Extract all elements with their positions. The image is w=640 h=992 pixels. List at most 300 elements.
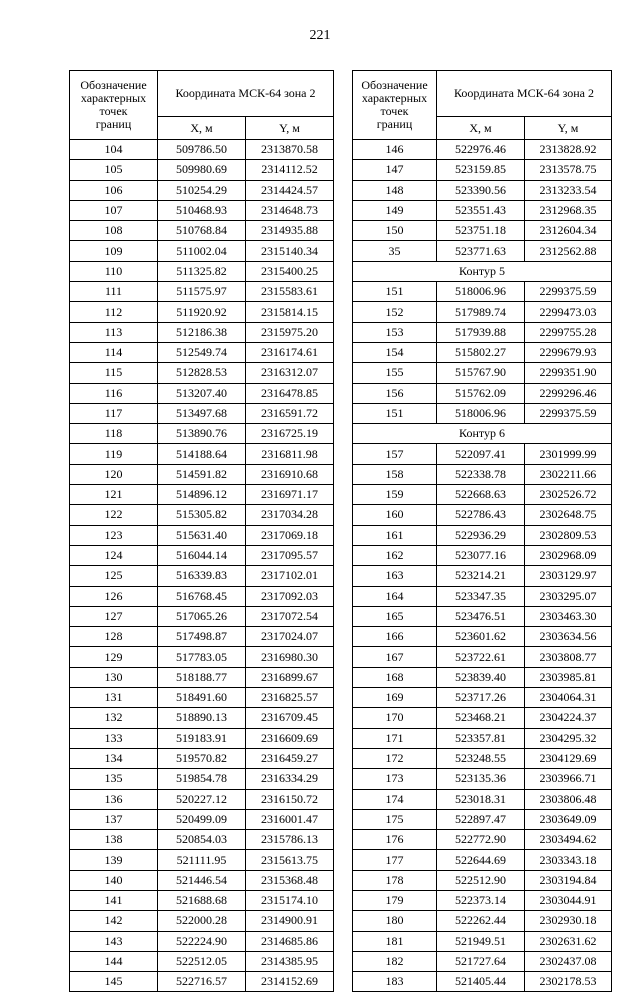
- y-coord-cell: 2313828.92: [525, 140, 612, 160]
- table-row: [70, 688, 334, 708]
- x-coord-cell: 523077.16: [437, 545, 525, 565]
- x-coord-cell: 510768.84: [158, 221, 246, 241]
- y-coord-cell: 2316899.67: [246, 667, 334, 687]
- x-coord-cell: 523751.18: [437, 221, 525, 241]
- point-id-cell: 158: [353, 464, 437, 484]
- table-row: [70, 809, 334, 829]
- table-row: [70, 261, 334, 281]
- x-coord-cell: 522897.47: [437, 809, 525, 829]
- y-coord-cell: 2316478.85: [246, 383, 334, 403]
- y-coord-cell: 2316910.68: [246, 464, 334, 484]
- x-coord-cell: 522772.90: [437, 830, 525, 850]
- point-id-cell: 135: [70, 769, 158, 789]
- table-row: [70, 464, 334, 484]
- point-id-cell: 148: [353, 180, 437, 200]
- x-coord-cell: 522512.90: [437, 870, 525, 890]
- point-id-cell: 104: [70, 140, 158, 160]
- x-coord-cell: 522716.57: [158, 972, 246, 992]
- table-row: [353, 890, 612, 910]
- y-coord-cell: 2317095.57: [246, 545, 334, 565]
- table-row: [70, 403, 334, 423]
- point-id-cell: 116: [70, 383, 158, 403]
- point-id-cell: 153: [353, 322, 437, 342]
- point-id-cell: 114: [70, 342, 158, 362]
- y-coord-cell: 2299351.90: [525, 363, 612, 383]
- point-id-cell: 173: [353, 769, 437, 789]
- point-id-cell: 119: [70, 444, 158, 464]
- table-row: [70, 525, 334, 545]
- x-coord-cell: 515305.82: [158, 505, 246, 525]
- table-row: [353, 525, 612, 545]
- y-coord-cell: 2299679.93: [525, 342, 612, 362]
- table-row: [70, 383, 334, 403]
- x-coord-cell: 522262.44: [437, 911, 525, 931]
- table-row: [70, 545, 334, 565]
- table-row: [353, 342, 612, 362]
- table-row: [70, 667, 334, 687]
- x-coord-cell: 512186.38: [158, 322, 246, 342]
- point-id-cell: 183: [353, 972, 437, 992]
- point-id-cell: 171: [353, 728, 437, 748]
- table-row: [70, 200, 334, 220]
- contour-label: Контур 6: [353, 424, 612, 444]
- table-row: [353, 830, 612, 850]
- y-coord-cell: 2302631.62: [525, 931, 612, 951]
- x-coord-cell: 519183.91: [158, 728, 246, 748]
- table-row: [70, 485, 334, 505]
- y-coord-cell: 2316609.69: [246, 728, 334, 748]
- x-coord-cell: 521949.51: [437, 931, 525, 951]
- x-coord-cell: 518006.96: [437, 282, 525, 302]
- x-coord-cell: 521111.95: [158, 850, 246, 870]
- x-column-header: X, м: [158, 117, 246, 140]
- table-row: [70, 850, 334, 870]
- table-row: [353, 606, 612, 626]
- x-coord-cell: 518491.60: [158, 688, 246, 708]
- y-coord-cell: 2315613.75: [246, 850, 334, 870]
- point-id-cell: 111: [70, 282, 158, 302]
- x-coord-cell: 509786.50: [158, 140, 246, 160]
- page-number: 221: [309, 28, 331, 43]
- table-row: [353, 444, 612, 464]
- y-coord-cell: 2313233.54: [525, 180, 612, 200]
- y-coord-cell: 2315400.25: [246, 261, 334, 281]
- table-row: [353, 322, 612, 342]
- x-coord-cell: 523771.63: [437, 241, 525, 261]
- y-coord-cell: 2299755.28: [525, 322, 612, 342]
- x-coord-cell: 520854.03: [158, 830, 246, 850]
- point-id-cell: 175: [353, 809, 437, 829]
- y-coord-cell: 2301999.99: [525, 444, 612, 464]
- y-coord-cell: 2315786.13: [246, 830, 334, 850]
- table-row: [70, 769, 334, 789]
- x-coord-cell: 510254.29: [158, 180, 246, 200]
- y-coord-cell: 2303295.07: [525, 586, 612, 606]
- x-coord-cell: 522373.14: [437, 890, 525, 910]
- y-coord-cell: 2315583.61: [246, 282, 334, 302]
- table-row: [70, 180, 334, 200]
- y-coord-cell: 2314152.69: [246, 972, 334, 992]
- table-row: [70, 748, 334, 768]
- table-row: [70, 789, 334, 809]
- point-id-cell: 167: [353, 647, 437, 667]
- x-coord-cell: 523839.40: [437, 667, 525, 687]
- point-id-cell: 162: [353, 545, 437, 565]
- table-row: [353, 667, 612, 687]
- y-coord-cell: 2315368.48: [246, 870, 334, 890]
- table-row: [70, 424, 334, 444]
- y-coord-cell: 2313870.58: [246, 140, 334, 160]
- x-coord-cell: 517939.88: [437, 322, 525, 342]
- table-row: [353, 809, 612, 829]
- point-id-cell: 155: [353, 363, 437, 383]
- y-coord-cell: 2317069.18: [246, 525, 334, 545]
- table-row: [353, 769, 612, 789]
- point-id-cell: 128: [70, 627, 158, 647]
- points-column-header: [70, 71, 158, 140]
- x-coord-cell: 522976.46: [437, 140, 525, 160]
- x-coord-cell: 516339.83: [158, 566, 246, 586]
- points-column-header: [353, 71, 437, 140]
- y-coord-cell: 2303649.09: [525, 809, 612, 829]
- y-coord-cell: 2314648.73: [246, 200, 334, 220]
- point-id-cell: 137: [70, 809, 158, 829]
- point-id-cell: 113: [70, 322, 158, 342]
- y-coord-cell: 2315814.15: [246, 302, 334, 322]
- table-row: [70, 140, 334, 160]
- point-id-cell: 170: [353, 708, 437, 728]
- table-row: [70, 606, 334, 626]
- point-id-cell: 139: [70, 850, 158, 870]
- point-id-cell: 176: [353, 830, 437, 850]
- point-id-cell: 156: [353, 383, 437, 403]
- table-row: [353, 911, 612, 931]
- header-label-line: границ: [376, 117, 413, 131]
- table-row: [353, 647, 612, 667]
- x-coord-cell: 517498.87: [158, 627, 246, 647]
- x-coord-cell: 517065.26: [158, 606, 246, 626]
- table-row: [353, 505, 612, 525]
- x-coord-cell: 523214.21: [437, 566, 525, 586]
- y-coord-cell: 2316825.57: [246, 688, 334, 708]
- table-row: [70, 444, 334, 464]
- y-coord-cell: 2316591.72: [246, 403, 334, 423]
- x-coord-cell: 518890.13: [158, 708, 246, 728]
- contour-label: Контур 5: [353, 261, 612, 281]
- point-id-cell: 154: [353, 342, 437, 362]
- table-row: [353, 160, 612, 180]
- y-coord-cell: 2299375.59: [525, 403, 612, 423]
- x-coord-cell: 510468.93: [158, 200, 246, 220]
- table-row: [353, 241, 612, 261]
- table-row: [70, 911, 334, 931]
- point-id-cell: 178: [353, 870, 437, 890]
- y-column-header: Y, м: [246, 117, 334, 140]
- table-row: [70, 241, 334, 261]
- table-row: [353, 545, 612, 565]
- table-row: [353, 140, 612, 160]
- x-coord-cell: 522224.90: [158, 931, 246, 951]
- contour-row: [353, 261, 612, 281]
- x-column-header: X, м: [437, 117, 525, 140]
- point-id-cell: 163: [353, 566, 437, 586]
- x-coord-cell: 522786.43: [437, 505, 525, 525]
- y-coord-cell: 2303494.62: [525, 830, 612, 850]
- x-coord-cell: 518006.96: [437, 403, 525, 423]
- x-coord-cell: 521727.64: [437, 951, 525, 971]
- point-id-cell: 146: [353, 140, 437, 160]
- point-id-cell: 147: [353, 160, 437, 180]
- point-id-cell: 145: [70, 972, 158, 992]
- point-id-cell: 130: [70, 667, 158, 687]
- table-row: [353, 282, 612, 302]
- header-label-line: характерных: [361, 91, 428, 105]
- point-id-cell: 115: [70, 363, 158, 383]
- table-row: [70, 708, 334, 728]
- table-row: [353, 748, 612, 768]
- point-id-cell: 144: [70, 951, 158, 971]
- y-coord-cell: 2304295.32: [525, 728, 612, 748]
- point-id-cell: 180: [353, 911, 437, 931]
- x-coord-cell: 514188.64: [158, 444, 246, 464]
- point-id-cell: 164: [353, 586, 437, 606]
- table-row: [353, 200, 612, 220]
- x-coord-cell: 523476.51: [437, 606, 525, 626]
- point-id-cell: 160: [353, 505, 437, 525]
- x-coord-cell: 513207.40: [158, 383, 246, 403]
- y-coord-cell: 2304224.37: [525, 708, 612, 728]
- table-row: [70, 160, 334, 180]
- x-coord-cell: 523468.21: [437, 708, 525, 728]
- x-coord-cell: 511575.97: [158, 282, 246, 302]
- y-coord-cell: 2313578.75: [525, 160, 612, 180]
- point-id-cell: 177: [353, 850, 437, 870]
- y-coord-cell: 2303129.97: [525, 566, 612, 586]
- y-coord-cell: 2314385.95: [246, 951, 334, 971]
- y-coord-cell: 2299375.59: [525, 282, 612, 302]
- header-label-line: точек: [380, 104, 409, 118]
- table-row: [70, 931, 334, 951]
- point-id-cell: 133: [70, 728, 158, 748]
- y-coord-cell: 2303966.71: [525, 769, 612, 789]
- y-coord-cell: 2316709.45: [246, 708, 334, 728]
- y-coord-cell: 2302968.09: [525, 545, 612, 565]
- x-coord-cell: 516044.14: [158, 545, 246, 565]
- point-id-cell: 118: [70, 424, 158, 444]
- x-coord-cell: 511920.92: [158, 302, 246, 322]
- y-coord-cell: 2317092.03: [246, 586, 334, 606]
- point-id-cell: 161: [353, 525, 437, 545]
- point-id-cell: 165: [353, 606, 437, 626]
- point-id-cell: 110: [70, 261, 158, 281]
- y-coord-cell: 2302648.75: [525, 505, 612, 525]
- point-id-cell: 131: [70, 688, 158, 708]
- table-row: [70, 647, 334, 667]
- y-coord-cell: 2317102.01: [246, 566, 334, 586]
- y-coord-cell: 2304129.69: [525, 748, 612, 768]
- y-coord-cell: 2303985.81: [525, 667, 612, 687]
- y-coord-cell: 2316459.27: [246, 748, 334, 768]
- x-coord-cell: 517989.74: [437, 302, 525, 322]
- y-coord-cell: 2303806.48: [525, 789, 612, 809]
- y-coord-cell: 2315975.20: [246, 322, 334, 342]
- y-coord-cell: 2312562.88: [525, 241, 612, 261]
- x-coord-cell: 523551.43: [437, 200, 525, 220]
- point-id-cell: 140: [70, 870, 158, 890]
- table-row: [353, 586, 612, 606]
- x-coord-cell: 523601.62: [437, 627, 525, 647]
- table-body-right: [353, 140, 612, 992]
- point-id-cell: 142: [70, 911, 158, 931]
- x-coord-cell: 521446.54: [158, 870, 246, 890]
- table-row: [70, 322, 334, 342]
- table-row: [70, 221, 334, 241]
- point-id-cell: 106: [70, 180, 158, 200]
- table-row: [353, 870, 612, 890]
- x-coord-cell: 522936.29: [437, 525, 525, 545]
- point-id-cell: 129: [70, 647, 158, 667]
- table-row: [70, 627, 334, 647]
- x-coord-cell: 522512.05: [158, 951, 246, 971]
- point-id-cell: 151: [353, 282, 437, 302]
- header-label-line: Обозначение: [80, 78, 147, 92]
- point-id-cell: 138: [70, 830, 158, 850]
- point-id-cell: 136: [70, 789, 158, 809]
- y-coord-cell: 2302526.72: [525, 485, 612, 505]
- x-coord-cell: 514896.12: [158, 485, 246, 505]
- x-coord-cell: 523357.81: [437, 728, 525, 748]
- y-coord-cell: 2314685.86: [246, 931, 334, 951]
- point-id-cell: 112: [70, 302, 158, 322]
- x-coord-cell: 515762.09: [437, 383, 525, 403]
- table-row: [353, 728, 612, 748]
- y-coord-cell: 2317072.54: [246, 606, 334, 626]
- table-row: [353, 850, 612, 870]
- contour-row: [353, 424, 612, 444]
- x-coord-cell: 509980.69: [158, 160, 246, 180]
- point-id-cell: 179: [353, 890, 437, 910]
- y-coord-cell: 2303343.18: [525, 850, 612, 870]
- table-row: [353, 485, 612, 505]
- x-coord-cell: 519854.78: [158, 769, 246, 789]
- y-coord-cell: 2316312.07: [246, 363, 334, 383]
- header-label-line: Обозначение: [361, 78, 428, 92]
- y-coord-cell: 2316725.19: [246, 424, 334, 444]
- table-row: [353, 221, 612, 241]
- x-coord-cell: 512828.53: [158, 363, 246, 383]
- point-id-cell: 108: [70, 221, 158, 241]
- point-id-cell: 121: [70, 485, 158, 505]
- y-coord-cell: 2314424.57: [246, 180, 334, 200]
- table-row: [70, 890, 334, 910]
- point-id-cell: 109: [70, 241, 158, 261]
- table-row: [353, 464, 612, 484]
- x-coord-cell: 514591.82: [158, 464, 246, 484]
- x-coord-cell: 521405.44: [437, 972, 525, 992]
- point-id-cell: 172: [353, 748, 437, 768]
- table-row: [70, 972, 334, 992]
- y-coord-cell: 2302930.18: [525, 911, 612, 931]
- point-id-cell: 182: [353, 951, 437, 971]
- x-coord-cell: 517783.05: [158, 647, 246, 667]
- y-coord-cell: 2316174.61: [246, 342, 334, 362]
- y-column-header: Y, м: [525, 117, 612, 140]
- point-id-cell: 181: [353, 931, 437, 951]
- y-coord-cell: 2316980.30: [246, 647, 334, 667]
- x-coord-cell: 522668.63: [437, 485, 525, 505]
- y-coord-cell: 2303044.91: [525, 890, 612, 910]
- y-coord-cell: 2315174.10: [246, 890, 334, 910]
- x-coord-cell: 515631.40: [158, 525, 246, 545]
- table-row: [70, 728, 334, 748]
- point-id-cell: 117: [70, 403, 158, 423]
- header-label-line: характерных: [80, 91, 147, 105]
- table-row: [353, 688, 612, 708]
- x-coord-cell: 511325.82: [158, 261, 246, 281]
- x-coord-cell: 523347.35: [437, 586, 525, 606]
- point-id-cell: 123: [70, 525, 158, 545]
- table-row: [70, 302, 334, 322]
- coordinates-table-right: [352, 70, 612, 992]
- x-coord-cell: 523248.55: [437, 748, 525, 768]
- x-coord-cell: 518188.77: [158, 667, 246, 687]
- y-coord-cell: 2303634.56: [525, 627, 612, 647]
- y-coord-cell: 2312604.34: [525, 221, 612, 241]
- table-row: [70, 830, 334, 850]
- table-row: [70, 870, 334, 890]
- y-coord-cell: 2314900.91: [246, 911, 334, 931]
- table-row: [70, 282, 334, 302]
- point-id-cell: 159: [353, 485, 437, 505]
- x-coord-cell: 521688.68: [158, 890, 246, 910]
- point-id-cell: 122: [70, 505, 158, 525]
- y-coord-cell: 2303194.84: [525, 870, 612, 890]
- point-id-cell: 35: [353, 241, 437, 261]
- table-row: [70, 363, 334, 383]
- point-id-cell: 132: [70, 708, 158, 728]
- table-row: [353, 951, 612, 971]
- point-id-cell: 107: [70, 200, 158, 220]
- point-id-cell: 169: [353, 688, 437, 708]
- y-coord-cell: 2304064.31: [525, 688, 612, 708]
- y-coord-cell: 2315140.34: [246, 241, 334, 261]
- x-coord-cell: 515802.27: [437, 342, 525, 362]
- point-id-cell: 143: [70, 931, 158, 951]
- x-coord-cell: 512549.74: [158, 342, 246, 362]
- x-coord-cell: 523018.31: [437, 789, 525, 809]
- y-coord-cell: 2299296.46: [525, 383, 612, 403]
- y-coord-cell: 2302437.08: [525, 951, 612, 971]
- y-coord-cell: 2316001.47: [246, 809, 334, 829]
- point-id-cell: 141: [70, 890, 158, 910]
- x-coord-cell: 523717.26: [437, 688, 525, 708]
- y-coord-cell: 2303463.30: [525, 606, 612, 626]
- header-label-line: точек: [99, 104, 128, 118]
- y-coord-cell: 2316811.98: [246, 444, 334, 464]
- table-row: [70, 951, 334, 971]
- table-row: [70, 586, 334, 606]
- y-coord-cell: 2317024.07: [246, 627, 334, 647]
- point-id-cell: 105: [70, 160, 158, 180]
- y-coord-cell: 2314112.52: [246, 160, 334, 180]
- x-coord-cell: 522338.78: [437, 464, 525, 484]
- point-id-cell: 134: [70, 748, 158, 768]
- point-id-cell: 157: [353, 444, 437, 464]
- point-id-cell: 168: [353, 667, 437, 687]
- table-row: [353, 789, 612, 809]
- x-coord-cell: 515767.90: [437, 363, 525, 383]
- x-coord-cell: 511002.04: [158, 241, 246, 261]
